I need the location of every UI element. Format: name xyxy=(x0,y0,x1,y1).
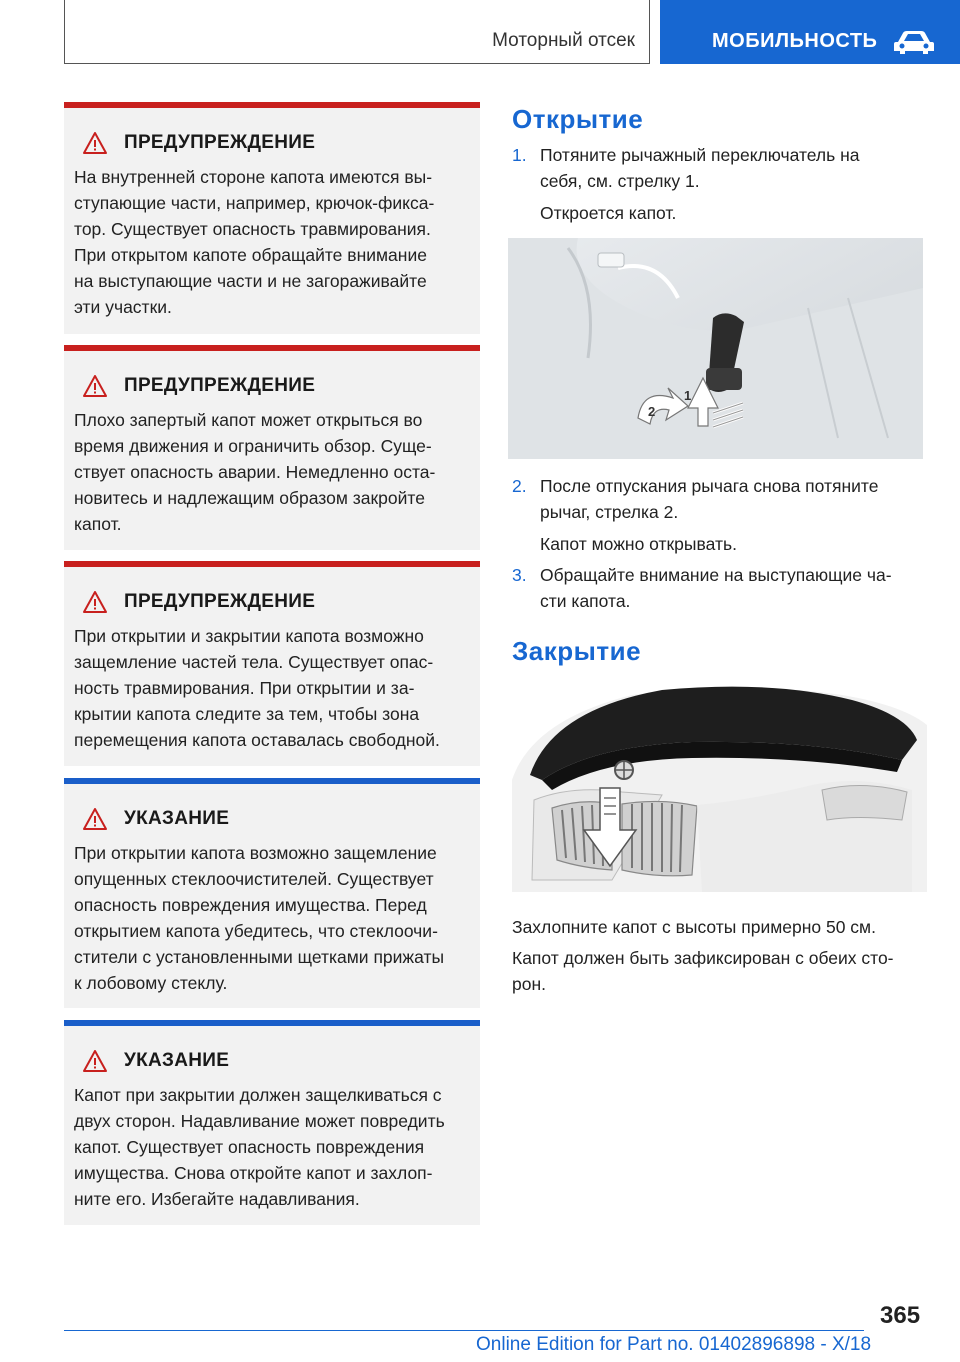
notice-text: Капот при закрытии должен защелкиваться с двух сторон. Надавливание может повредить капот. Существует опасность повреждения имущества. Снова откройте капот и захлоп- ните его. Избегайте надавливания. xyxy=(74,1085,445,1209)
chapter-tab xyxy=(660,0,960,64)
footer-edition: Online Edition for Part no. 01402896898 - X/18 xyxy=(476,1334,872,1355)
header-section-tab xyxy=(64,0,650,64)
step-item: 1. Потяните рычажный переключатель на себя, см. стрелку 1. xyxy=(512,142,927,194)
section-title: Моторный отсек xyxy=(492,30,635,51)
chapter-title: МОБИЛЬНОСТЬ xyxy=(712,30,878,52)
step-number: 1. xyxy=(512,145,527,165)
hood-closing-figure xyxy=(512,680,927,892)
car-icon xyxy=(892,28,936,56)
notice-triangle-icon xyxy=(82,807,108,831)
step-number: 2. xyxy=(512,476,527,496)
warning-title: ПРЕДУПРЕЖДЕНИЕ xyxy=(124,132,316,153)
warning-title: ПРЕДУПРЕЖДЕНИЕ xyxy=(124,375,316,396)
warning-triangle-icon xyxy=(82,131,108,155)
notice-text: При открытии капота возможно защемление опущенных стеклоочистителей. Существует опасность повреждения имущества. Перед открытием капота убедитесь, что стеклоочи- стители с установленными щетками прижаты к лобовому стеклу. xyxy=(74,843,445,993)
notice-triangle-icon xyxy=(82,1049,108,1073)
notice-box xyxy=(64,778,480,1008)
warning-box xyxy=(64,561,480,766)
page-number: 365 xyxy=(880,1302,921,1329)
hood-release-figure xyxy=(508,238,923,459)
notice-box xyxy=(64,1020,480,1225)
closing-instruction: Захлопните капот с высоты примерно 50 см. xyxy=(512,917,876,937)
warning-box xyxy=(64,345,480,550)
step-number: 3. xyxy=(512,565,527,585)
warning-box xyxy=(64,102,480,334)
warning-triangle-icon xyxy=(82,590,108,614)
warning-triangle-icon xyxy=(82,374,108,398)
step-item: 2. После отпускания рычага снова потяните рычаг, стрелка 2. xyxy=(512,473,927,525)
arrow-label-1: 1 xyxy=(684,388,692,403)
step-note: Откроется капот. xyxy=(540,203,677,223)
notice-title: УКАЗАНИЕ xyxy=(124,1050,230,1071)
warning-title: ПРЕДУПРЕЖДЕНИЕ xyxy=(124,591,316,612)
step-note: Капот можно открывать. xyxy=(540,534,737,554)
heading-closing: Закрытие xyxy=(512,636,642,666)
heading-opening: Открытие xyxy=(512,104,644,134)
warning-text: При открытии и закрытии капота возможно защемление частей тела. Существует опас- ность травмирования. При открытии и за- крытии капота следите за тем, чтобы зона перемещения капота оставалась свободной. xyxy=(74,626,440,750)
notice-title: УКАЗАНИЕ xyxy=(124,808,230,829)
closing-note: Капот должен быть зафиксирован с обеих сто- рон. xyxy=(512,948,894,994)
warning-text: Плохо запертый капот может открыться во время движения и ограничить обзор. Суще- ствует опасность аварии. Немедленно оста- новитесь и надлежащим образом закройте капот. xyxy=(74,410,436,534)
warning-text: На внутренней стороне капота имеются вы- ступающие части, например, крючок-фикса- тор. Существует опасность травмирования. При открытом капоте обращайте внимание на выступающие части и не загораживайте эти участки. xyxy=(74,167,435,317)
step-item: 3. Обращайте внимание на выступающие ча- сти капота. xyxy=(512,562,927,614)
arrow-label-2: 2 xyxy=(648,404,656,419)
footer-rule xyxy=(64,1330,864,1331)
